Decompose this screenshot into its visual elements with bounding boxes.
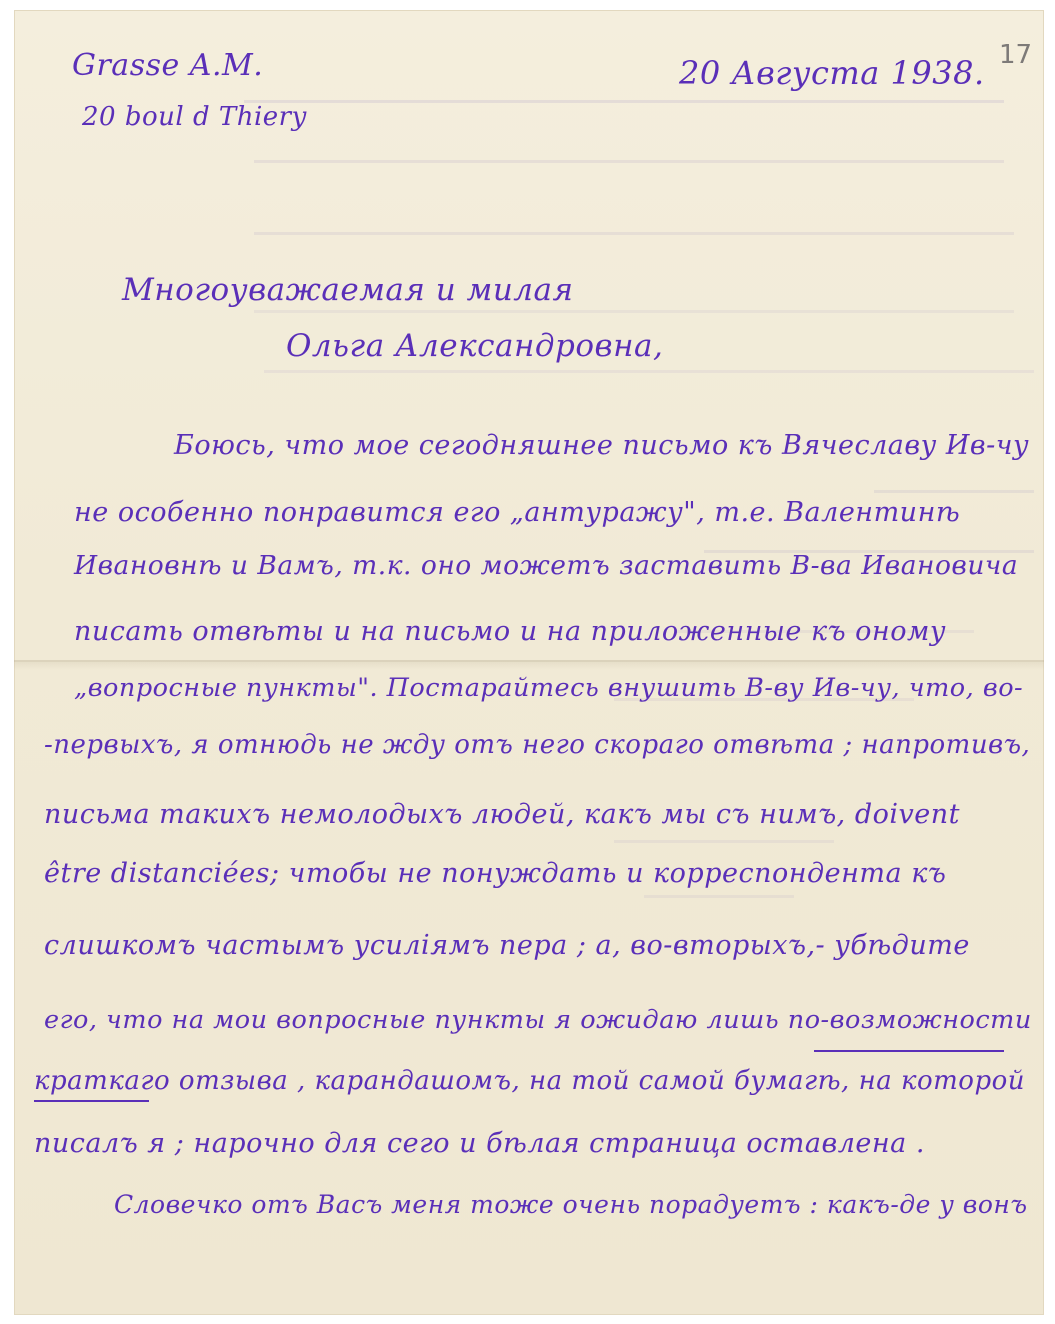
bleed-through-line [614, 840, 834, 843]
body-line: писалъ я ; нарочно для сего и бѣлая страница оставлена . [34, 1128, 925, 1159]
bleed-through-line [244, 100, 1004, 103]
underline-stroke [34, 1100, 149, 1102]
body-line: Боюсь, что мое сегодняшнее письмо къ Вячеславу Ив-чу [174, 430, 1030, 461]
body-line: краткаго отзыва , карандашомъ, на той самой бумагѣ, на которой [34, 1066, 1026, 1096]
body-line: „вопросные пункты". Постарайтесь внушить В-ву Ив-чу, что, во- [74, 673, 1024, 703]
body-line: -первыхъ, я отнюдь не жду отъ него скораго отвѣта ; напротивъ, [44, 730, 1031, 760]
body-line: писать отвѣты и на письмо и на приложенные къ оному [74, 616, 946, 647]
page-number: 17 [999, 40, 1033, 70]
body-line: Словечко отъ Васъ меня тоже очень порадуетъ : какъ-де у вонъ [114, 1190, 1028, 1219]
letter-page [14, 10, 1044, 1315]
bleed-through-line [874, 490, 1034, 493]
body-line: слишкомъ частымъ усиліямъ пера ; а, во-вторыхъ,- убѣдите [44, 930, 970, 961]
bleed-through-line [644, 895, 794, 898]
header-date: 20 Августа 1938. [679, 54, 985, 92]
bleed-through-line [254, 310, 1014, 313]
body-line: его, что на мои вопросные пункты я ожидаю лишь по-возможности [44, 1005, 1032, 1035]
header-place: Grasse A.M. [72, 48, 264, 83]
paper-fold-shadow [14, 662, 1044, 670]
underline-stroke [814, 1050, 1004, 1052]
bleed-through-line [254, 160, 1004, 163]
header-address: 20 boul d Thiery [82, 102, 307, 132]
bleed-through-line [254, 232, 1014, 235]
body-line: Ивановнѣ и Вамъ, т.к. оно можетъ заставить В-ва Ивановича [74, 550, 1019, 581]
salutation-line-2: Ольга Александровна, [286, 328, 664, 364]
bleed-through-line [264, 370, 1034, 373]
salutation-line-1: Многоуважаемая и милая [122, 272, 574, 308]
body-line: не особенно понравится его „антуражу", т.е. Валентинѣ [74, 497, 961, 528]
body-line: être distanciées; чтобы не понуждать и корреспондента къ [44, 858, 947, 889]
body-line: письма такихъ немолодыхъ людей, какъ мы съ нимъ, doivent [44, 799, 960, 830]
